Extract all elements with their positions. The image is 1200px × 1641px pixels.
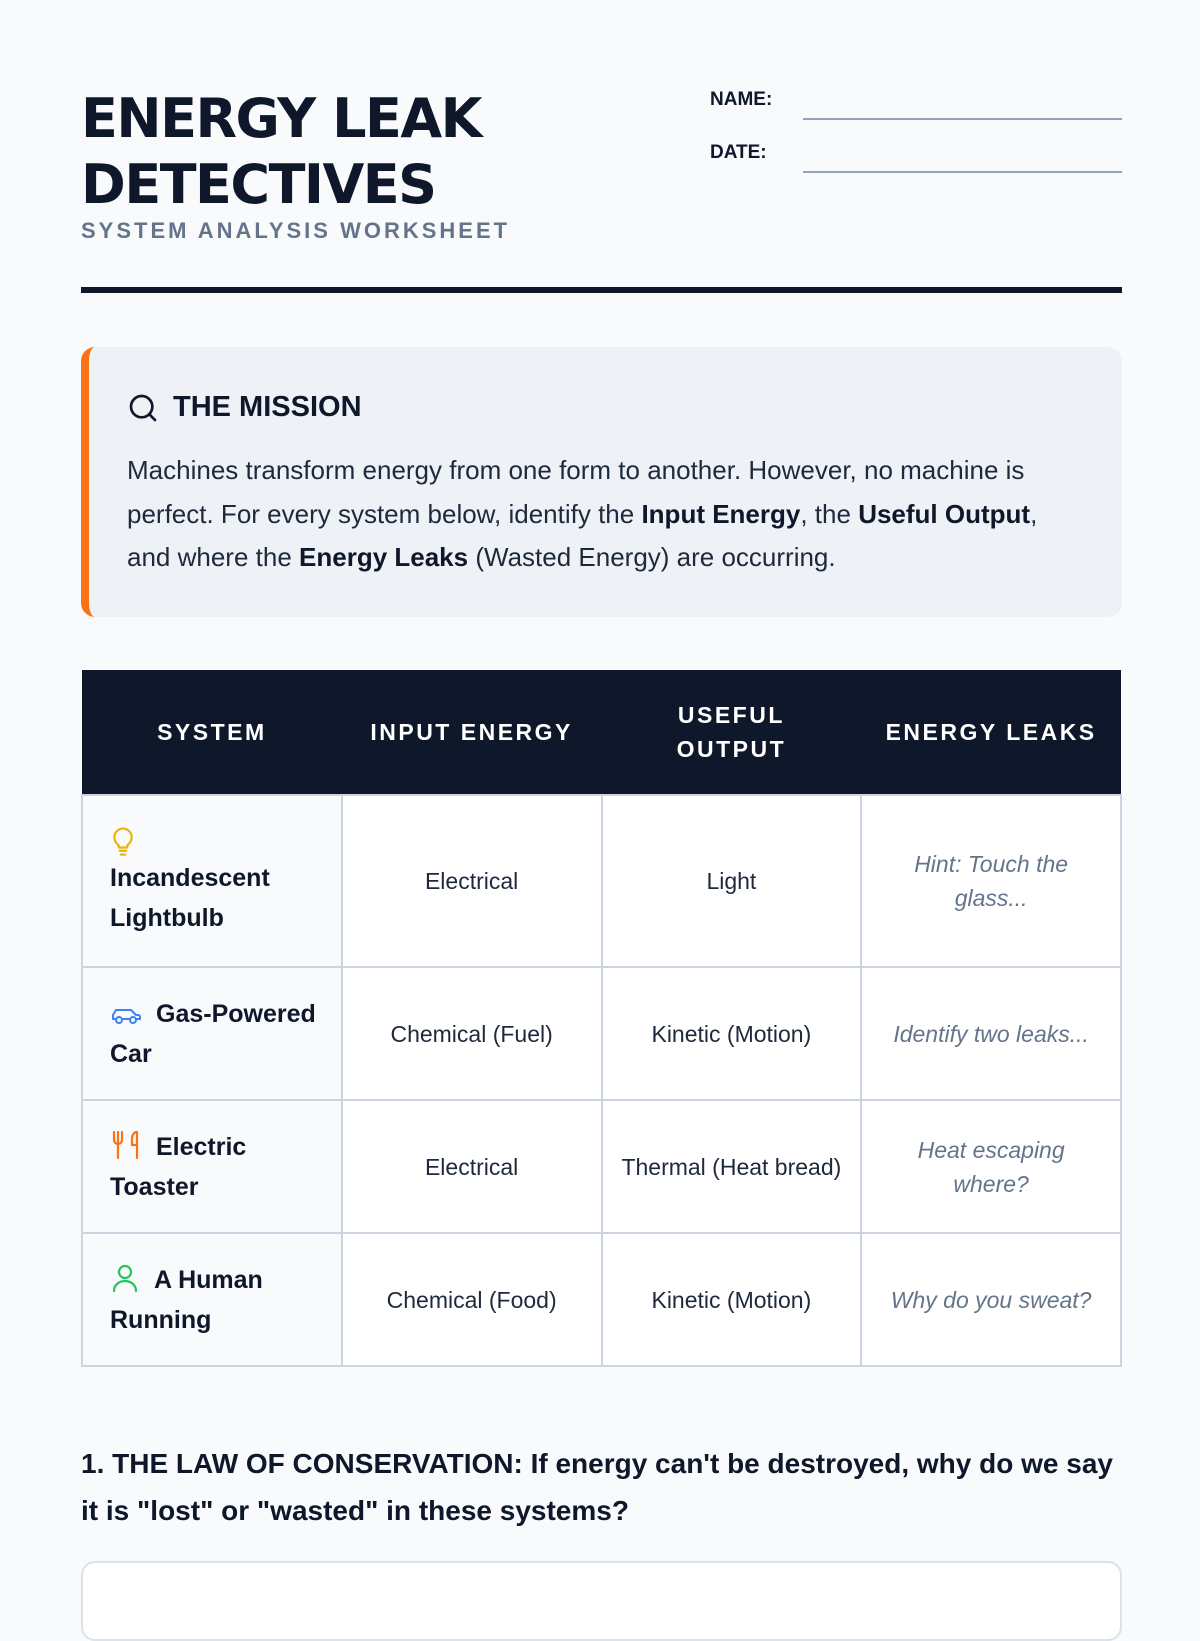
system-name: Electric Toaster xyxy=(110,1132,247,1201)
header-useful-output: USEFUL OUTPUT xyxy=(602,670,862,795)
date-field[interactable] xyxy=(803,171,1122,173)
input-energy-cell: Chemical (Fuel) xyxy=(342,967,602,1100)
energy-leaks-hint[interactable]: Why do you sweat? xyxy=(861,1233,1121,1366)
header-system: SYSTEM xyxy=(82,670,342,795)
table-row xyxy=(82,1100,1121,1233)
mission-term-output: Useful Output xyxy=(858,498,1031,529)
table-row xyxy=(82,1233,1121,1366)
system-name: A Human Running xyxy=(110,1265,263,1334)
header-input-energy: INPUT ENERGY xyxy=(342,670,602,795)
system-cell xyxy=(82,1233,342,1366)
system-name: Gas-Powered Car xyxy=(110,999,316,1068)
question-1: 1. THE LAW OF CONSERVATION: If energy can't be destroyed, why do we say it is "lost" or "wasted" in these systems? xyxy=(81,1448,1113,1526)
mission-box xyxy=(81,347,1122,617)
useful-output-cell: Light xyxy=(602,795,862,967)
system-cell xyxy=(82,795,342,967)
input-energy-cell: Electrical xyxy=(342,1100,602,1233)
mission-text-part: (Wasted Energy) are occurring. xyxy=(468,542,836,572)
input-energy-cell: Electrical xyxy=(342,795,602,967)
mission-term-leaks: Energy Leaks xyxy=(299,542,469,572)
table-row xyxy=(82,967,1121,1100)
input-energy-cell: Chemical (Food) xyxy=(342,1233,602,1366)
answer-box-1[interactable] xyxy=(81,1561,1122,1641)
useful-output-cell: Kinetic (Motion) xyxy=(602,967,862,1100)
car-icon xyxy=(110,1003,142,1027)
title-line-2: DETECTIVES xyxy=(81,153,436,216)
worksheet-subtitle: SYSTEM ANALYSIS WORKSHEET xyxy=(81,218,511,243)
person-icon xyxy=(110,1263,140,1293)
table-header-row xyxy=(82,670,1121,795)
energy-leaks-hint[interactable]: Identify two leaks... xyxy=(861,967,1121,1100)
mission-text xyxy=(127,449,1087,580)
system-cell xyxy=(82,1100,342,1233)
system-name: Incandescent Lightbulb xyxy=(110,864,270,932)
mission-term-input: Input Energy xyxy=(641,498,801,529)
mission-text-part: , and where the xyxy=(127,498,1038,572)
worksheet-title xyxy=(81,86,481,218)
energy-leaks-hint[interactable]: Heat escaping where? xyxy=(861,1100,1121,1233)
energy-table xyxy=(81,670,1122,1367)
header-energy-leaks: ENERGY LEAKS xyxy=(861,670,1121,795)
header-divider xyxy=(81,287,1122,293)
mission-text-part: , the xyxy=(800,498,859,529)
date-label: DATE: xyxy=(710,142,767,163)
system-cell xyxy=(82,967,342,1100)
mission-title: THE MISSION xyxy=(173,391,362,423)
name-field[interactable] xyxy=(803,118,1122,120)
mission-header xyxy=(127,391,362,424)
name-label: NAME: xyxy=(710,89,773,110)
useful-output-cell: Thermal (Heat bread) xyxy=(602,1100,862,1233)
utensils-icon xyxy=(110,1130,142,1160)
lightbulb-icon xyxy=(110,824,309,858)
mission-text-part: Machines transform energy from one form to another. However, no machine is perfect. For every system below, identify the xyxy=(127,455,1025,529)
table-row xyxy=(82,795,1121,967)
search-icon xyxy=(127,392,159,424)
useful-output-cell: Kinetic (Motion) xyxy=(602,1233,862,1366)
energy-leaks-hint[interactable]: Hint: Touch the glass... xyxy=(861,795,1121,967)
title-line-1: ENERGY LEAK xyxy=(81,87,482,150)
